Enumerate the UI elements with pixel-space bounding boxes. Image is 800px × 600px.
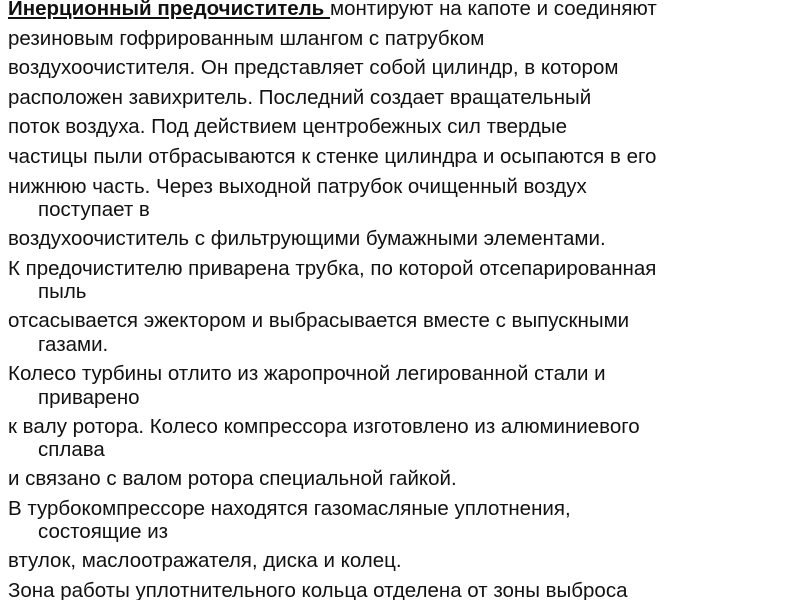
text-line: К предочистителю приварена трубка, по которой отсепарированная [8, 256, 657, 280]
text-line-continuation: состоящие из [38, 520, 169, 544]
lead-term: Инерционный предочиститель [8, 0, 330, 20]
text-line: Инерционный предочиститель монтируют на капоте и соединяют [8, 0, 798, 24]
text-line: воздухоочистителя. Он представляет собой цилиндр, в котором [8, 56, 619, 80]
text-line: частицы пыли отбрасываются к стенке цилиндра и осыпаются в его [8, 144, 657, 168]
text-line-continuation: пыль [38, 280, 87, 304]
text-line: поток воздуха. Под действием центробежных сил твердые [8, 115, 568, 139]
text-line: и связано с валом ротора специальной гайкой. [8, 467, 457, 491]
body-text [8, 0, 798, 600]
text-line-continuation: газами. [38, 332, 109, 356]
text-line: Зона работы уплотнительного кольца отделена от зоны выброса [8, 578, 628, 600]
text-line: отсасывается эжектором и выбрасывается вместе с выпускными [8, 309, 630, 333]
text-line: нижнюю часть. Через выходной патрубок очищенный воздух [8, 174, 587, 198]
text-line-continuation: поступает в [38, 198, 150, 222]
text-line-continuation: сплава [38, 438, 105, 462]
text-line: расположен завихритель. Последний создает вращательный [8, 85, 592, 109]
text-line: воздухоочиститель с фильтрующими бумажными элементами. [8, 227, 606, 251]
text-line: Колесо турбины отлито из жаропрочной легированной стали и [8, 361, 606, 385]
text-line: резиновым гофрированным шлангом с патрубком [8, 26, 485, 50]
text-line: втулок, маслоотражателя, диска и колец. [8, 549, 402, 573]
text-line-continuation: приварено [38, 385, 140, 409]
text-line: В турбокомпрессоре находятся газомасляные уплотнения, [8, 496, 571, 520]
text-line: к валу ротора. Колесо компрессора изготовлено из алюминиевого [8, 414, 640, 438]
